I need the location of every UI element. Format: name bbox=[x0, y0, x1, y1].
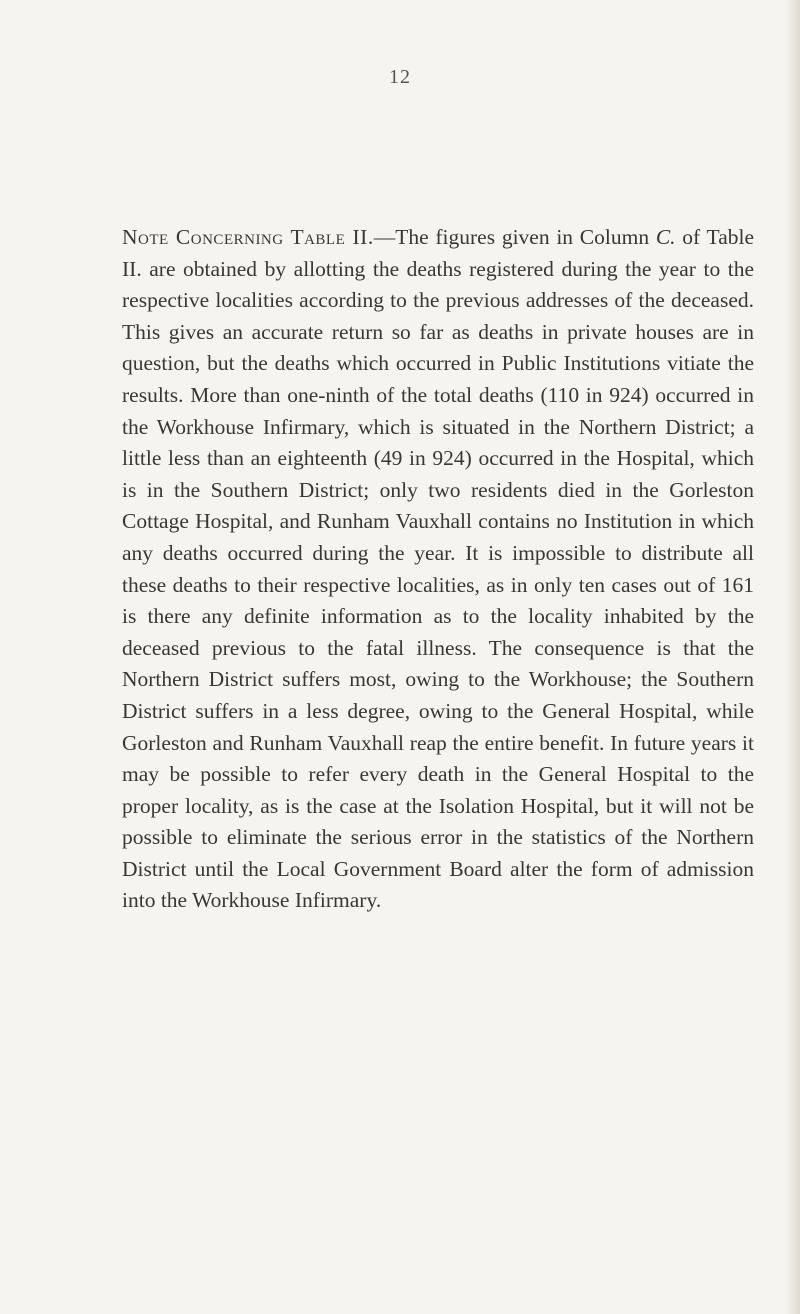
page-number: 12 bbox=[389, 66, 411, 88]
note-dash: — bbox=[373, 225, 396, 249]
column-letter: C. bbox=[655, 225, 676, 249]
page-edge-shadow bbox=[786, 0, 800, 1314]
note-paragraph bbox=[122, 222, 754, 917]
note-text-start: The figures given in Column bbox=[395, 225, 656, 249]
note-heading: Note Concerning Table II. bbox=[122, 225, 374, 249]
note-text-body: of Table II. are obtained by allotting the deaths registered during the year to the respective localities according to the previous addresses of the deceased. This gives an accurate return so far as deaths in private houses are in question, but the deaths which occurred in Public Institutions vitiate the results. More than one-ninth of the total deaths (110 in 924) occurred in the Workhouse Infirmary, which is situated in the Northern District; a little less than an eighteenth (49 in 924) occurred in the Hospital, which is in the Southern District; only two residents died in the Gorleston Cottage Hospital, and Runham Vauxhall contains no Institution in which any deaths occurred during the year. It is impossible to distribute all these deaths to their respective localities, as in only ten cases out of 161 is there any definite information as to the locality inhabited by the deceased previous to the fatal illness. The consequence is that the Northern District suffers most, owing to the Workhouse; the Southern District suffers in a less degree, owing to the General Hospital, while Gorleston and Runham Vauxhall reap the entire benefit. In future years it may be possible to refer every death in the General Hospital to the proper locality, as is the case at the Isolation Hospital, but it will not be possible to eliminate the serious error in the statistics of the Northern District until the Local Government Board alter the form of admission into the Workhouse Infirmary. bbox=[122, 225, 754, 913]
